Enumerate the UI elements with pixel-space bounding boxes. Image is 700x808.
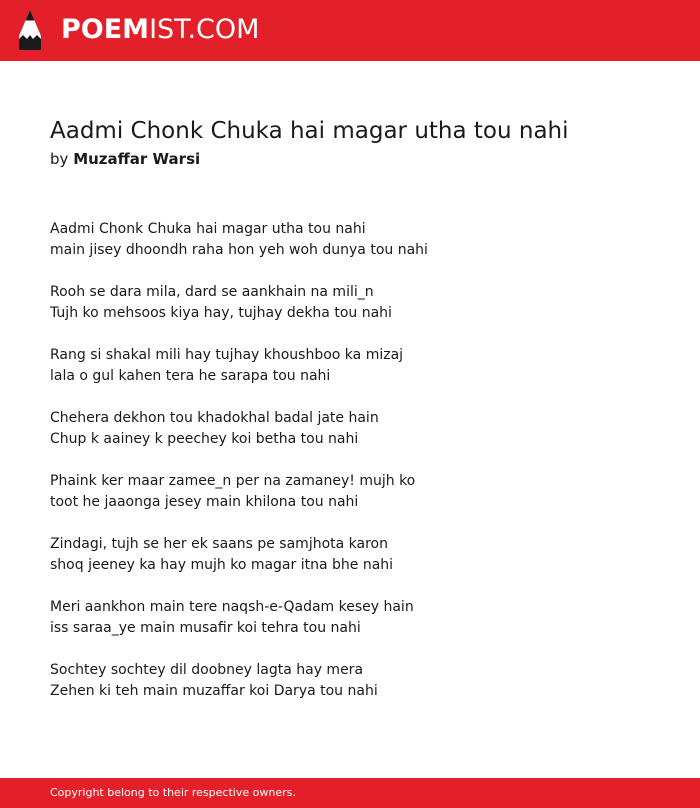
poem-stanza [50, 597, 650, 639]
copyright-notice: Copyright belong to their respective owners. [50, 786, 296, 799]
poem-line: toot he jaaonga jesey main khilona tou nahi [50, 494, 359, 510]
poem-stanza [50, 471, 650, 513]
poem-line: Rooh se dara mila, dard se aankhain na mili_n [50, 284, 374, 300]
poem-line: Phaink ker maar zamee_n per na zamaney! mujh ko [50, 473, 416, 489]
poem-line: Chehera dekhon tou khadokhal badal jate hain [50, 410, 379, 426]
byline [50, 149, 200, 169]
logo-bold-part: POEM [61, 14, 150, 45]
poem-line: Tujh ko mehsoos kiya hay, tujhay dekha tou nahi [50, 305, 392, 321]
pencil-tip-icon [18, 9, 42, 51]
poem-line: Rang si shakal mili hay tujhay khoushboo ka mizaj [50, 347, 404, 363]
poem-line: Aadmi Chonk Chuka hai magar utha tou nahi [50, 221, 366, 237]
author-name[interactable]: Muzaffar Warsi [73, 150, 201, 168]
site-header [0, 0, 700, 61]
poem-body [50, 219, 650, 723]
logo-light-part: IST.COM [149, 14, 260, 45]
poem-line: Zehen ki teh main muzaffar koi Darya tou nahi [50, 683, 378, 699]
poem-stanza [50, 534, 650, 576]
poem-line: shoq jeeney ka hay mujh ko magar itna bhe nahi [50, 557, 394, 573]
poem-line: lala o gul kahen tera he sarapa tou nahi [50, 368, 331, 384]
poem-line: Zindagi, tujh se her ek saans pe samjhota karon [50, 536, 388, 552]
by-label: by [50, 150, 69, 168]
poem-line: Chup k aainey k peechey koi betha tou nahi [50, 431, 359, 447]
poem-line: Sochtey sochtey dil doobney lagta hay mera [50, 662, 364, 678]
poem-stanza [50, 345, 650, 387]
site-footer [0, 778, 700, 808]
poem-stanza [50, 282, 650, 324]
poem-line: main jisey dhoondh raha hon yeh woh dunya tou nahi [50, 242, 428, 258]
site-logo-text [61, 9, 259, 51]
poem-line: iss saraa_ye main musafir koi tehra tou nahi [50, 620, 361, 636]
poem-title: Aadmi Chonk Chuka hai magar utha tou nahi [50, 118, 569, 144]
poem-stanza [50, 219, 650, 261]
poem-line: Meri aankhon main tere naqsh-e-Qadam kesey hain [50, 599, 414, 615]
poem-stanza [50, 660, 650, 702]
site-logo-link[interactable] [18, 9, 259, 51]
poem-stanza [50, 408, 650, 450]
